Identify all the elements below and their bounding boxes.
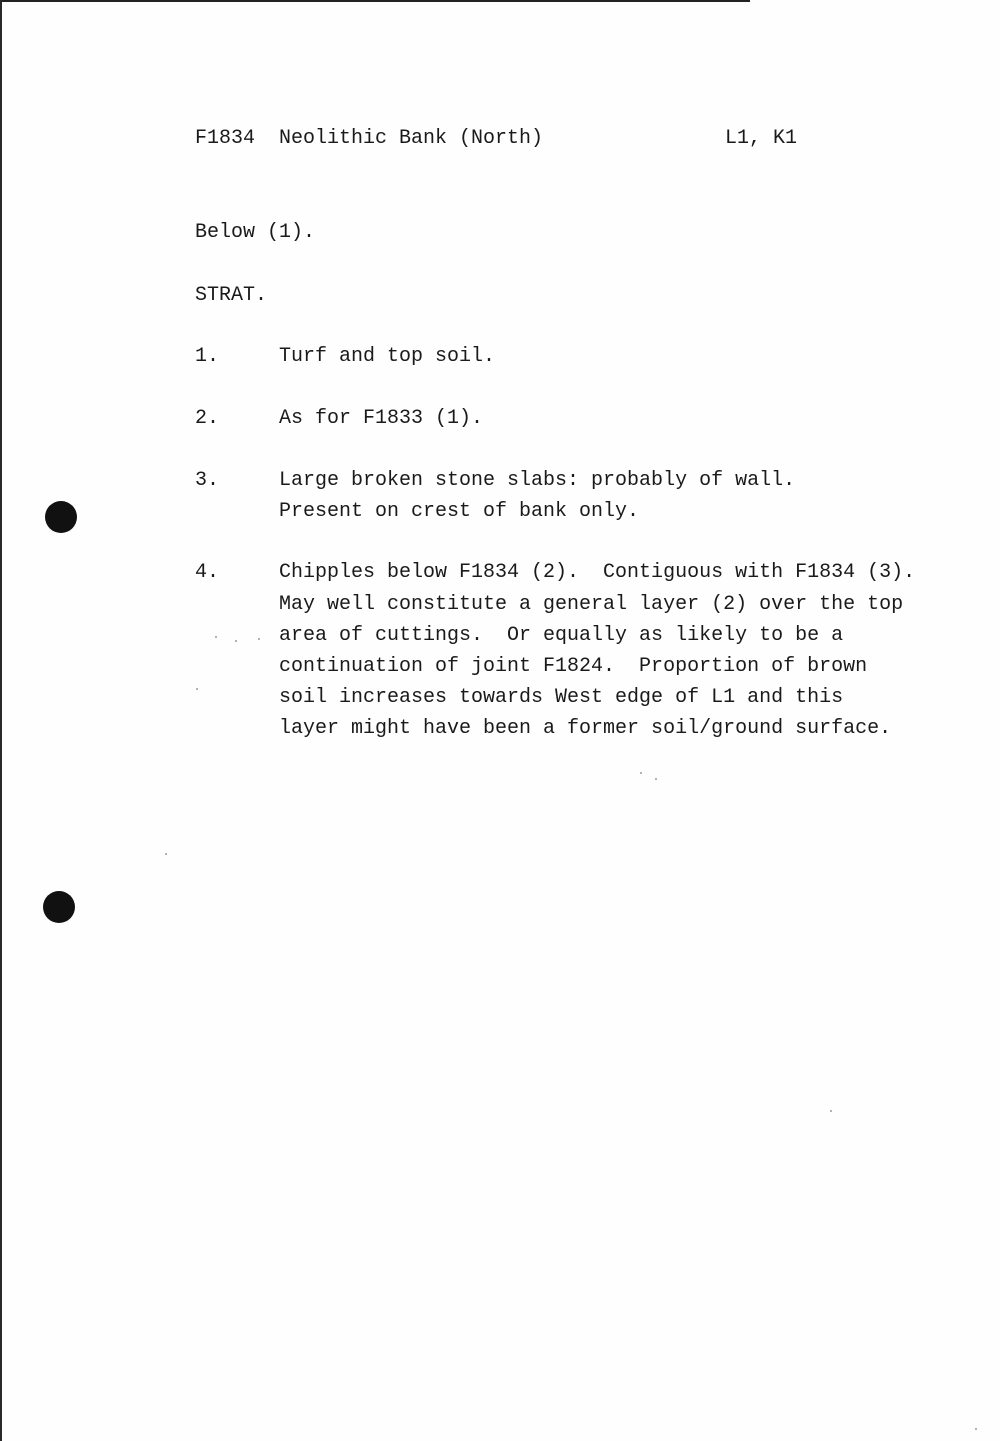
strat-heading: STRAT. xyxy=(195,284,268,307)
scan-speck xyxy=(975,1428,977,1430)
strat-item-text: area of cuttings. Or equally as likely to be a xyxy=(279,624,844,647)
page-top-edge xyxy=(0,0,750,2)
strat-item-text: As for F1833 (1). xyxy=(279,407,484,430)
strat-item-number: 1. xyxy=(195,345,220,368)
strat-item-text: Present on crest of bank only. xyxy=(279,500,640,523)
strat-item-number: 2. xyxy=(195,407,220,430)
scan-speck xyxy=(830,1110,832,1112)
strat-item-text: soil increases towards West edge of L1 and this xyxy=(279,686,844,709)
grid-reference: L1, K1 xyxy=(725,127,798,150)
strat-item-text: layer might have been a former soil/ground surface. xyxy=(279,717,892,740)
scan-speck xyxy=(640,772,642,774)
scan-speck xyxy=(235,640,237,642)
punch-hole-lower xyxy=(43,891,75,923)
punch-hole-upper xyxy=(45,501,77,533)
strat-item-text: continuation of joint F1824. Proportion of brown xyxy=(279,655,868,678)
feature-code: F1834 xyxy=(195,127,256,150)
strat-item-text: Large broken stone slabs: probably of wall. xyxy=(279,469,796,492)
scan-speck xyxy=(655,778,657,780)
scan-speck xyxy=(258,638,260,640)
strat-item-number: 3. xyxy=(195,469,220,492)
feature-name: Neolithic Bank (North) xyxy=(279,127,544,150)
scan-speck xyxy=(215,636,217,638)
strat-item-text: Chipples below F1834 (2). Contiguous with F1834 (3). xyxy=(279,561,916,584)
page-left-edge xyxy=(0,0,2,1441)
strat-item-number: 4. xyxy=(195,561,220,584)
strat-item-text: May well constitute a general layer (2) over the top xyxy=(279,593,904,616)
below-note: Below (1). xyxy=(195,221,316,244)
scan-speck xyxy=(196,688,198,690)
strat-item-text: Turf and top soil. xyxy=(279,345,496,368)
scan-speck xyxy=(165,853,167,855)
